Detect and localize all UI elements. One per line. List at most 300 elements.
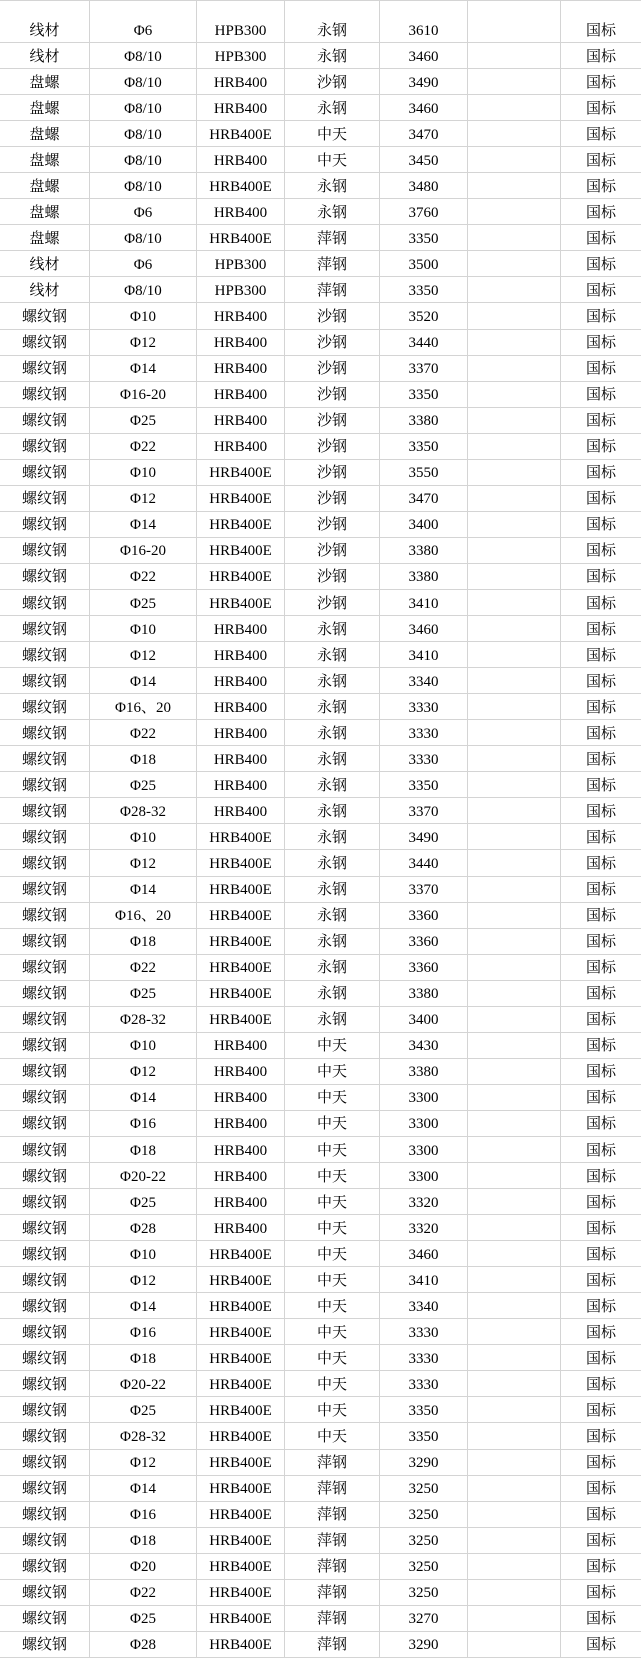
- cell-price[interactable]: 3340: [380, 668, 468, 693]
- cell-category[interactable]: 螺纹钢: [0, 1293, 90, 1318]
- cell-price[interactable]: 3330: [380, 1319, 468, 1344]
- cell-grade[interactable]: HRB400E: [197, 1476, 285, 1501]
- cell-grade[interactable]: HRB400E: [197, 225, 285, 250]
- cell-grade[interactable]: HRB400: [197, 720, 285, 745]
- cell-empty[interactable]: [468, 1397, 561, 1422]
- cell-mill[interactable]: 永钢: [285, 1, 380, 42]
- cell-empty[interactable]: [468, 1371, 561, 1396]
- cell-category[interactable]: 螺纹钢: [0, 1345, 90, 1370]
- cell-standard[interactable]: 国标: [585, 335, 616, 352]
- cell-grade[interactable]: HRB400: [197, 1085, 285, 1110]
- cell-price[interactable]: 3470: [380, 486, 468, 511]
- cell-standard[interactable]: 国标: [585, 413, 616, 430]
- cell-grade[interactable]: HPB300: [197, 43, 285, 68]
- cell-price[interactable]: 3380: [380, 408, 468, 433]
- cell-category[interactable]: 螺纹钢: [0, 720, 90, 745]
- cell-category[interactable]: 盘螺: [0, 147, 90, 172]
- cell-empty[interactable]: [468, 616, 561, 641]
- cell-price[interactable]: 3330: [380, 694, 468, 719]
- cell-spec[interactable]: Φ18: [90, 1528, 197, 1553]
- cell-grade[interactable]: HPB300: [197, 1, 285, 42]
- cell-standard[interactable]: 国标: [585, 204, 616, 221]
- cell-price[interactable]: 3430: [380, 1033, 468, 1058]
- cell-price[interactable]: 3350: [380, 434, 468, 459]
- cell-grade[interactable]: HRB400E: [197, 512, 285, 537]
- cell-price[interactable]: 3380: [380, 538, 468, 563]
- cell-grade[interactable]: HRB400: [197, 1033, 285, 1058]
- cell-grade[interactable]: HRB400: [197, 303, 285, 328]
- cell-empty[interactable]: [468, 1059, 561, 1084]
- cell-mill[interactable]: 永钢: [285, 616, 380, 641]
- cell-empty[interactable]: [468, 694, 561, 719]
- cell-mill[interactable]: 中天: [285, 1345, 380, 1370]
- cell-standard[interactable]: 国标: [585, 100, 616, 117]
- cell-grade[interactable]: HPB300: [197, 251, 285, 276]
- cell-price[interactable]: 3460: [380, 95, 468, 120]
- cell-empty[interactable]: [468, 903, 561, 928]
- cell-price[interactable]: 3300: [380, 1163, 468, 1188]
- cell-standard[interactable]: 国标: [585, 829, 616, 846]
- cell-spec[interactable]: Φ22: [90, 564, 197, 589]
- cell-spec[interactable]: Φ8/10: [90, 277, 197, 302]
- cell-mill[interactable]: 永钢: [285, 824, 380, 849]
- cell-empty[interactable]: [468, 1111, 561, 1136]
- cell-category[interactable]: 线材: [0, 43, 90, 68]
- cell-spec[interactable]: Φ14: [90, 356, 197, 381]
- cell-empty[interactable]: [468, 251, 561, 276]
- cell-mill[interactable]: 中天: [285, 1033, 380, 1058]
- cell-standard[interactable]: 国标: [585, 725, 616, 742]
- cell-standard[interactable]: 国标: [585, 1038, 616, 1055]
- cell-category[interactable]: 螺纹钢: [0, 1189, 90, 1214]
- cell-mill[interactable]: 中天: [285, 1163, 380, 1188]
- cell-standard[interactable]: 国标: [585, 1012, 616, 1029]
- cell-mill[interactable]: 萍钢: [285, 1580, 380, 1605]
- cell-price[interactable]: 3370: [380, 877, 468, 902]
- cell-category[interactable]: 螺纹钢: [0, 538, 90, 563]
- cell-category[interactable]: 螺纹钢: [0, 1476, 90, 1501]
- cell-mill[interactable]: 沙钢: [285, 486, 380, 511]
- cell-price[interactable]: 3270: [380, 1606, 468, 1631]
- cell-spec[interactable]: Φ8/10: [90, 43, 197, 68]
- cell-standard[interactable]: 国标: [585, 1507, 616, 1524]
- cell-grade[interactable]: HRB400: [197, 356, 285, 381]
- cell-spec[interactable]: Φ12: [90, 1059, 197, 1084]
- cell-category[interactable]: 盘螺: [0, 95, 90, 120]
- cell-standard[interactable]: 国标: [585, 1194, 616, 1211]
- cell-category[interactable]: 螺纹钢: [0, 460, 90, 485]
- cell-standard[interactable]: 国标: [585, 1298, 616, 1315]
- cell-mill[interactable]: 沙钢: [285, 356, 380, 381]
- cell-price[interactable]: 3350: [380, 772, 468, 797]
- cell-spec[interactable]: Φ16-20: [90, 538, 197, 563]
- cell-mill[interactable]: 中天: [285, 147, 380, 172]
- cell-category[interactable]: 螺纹钢: [0, 1163, 90, 1188]
- cell-empty[interactable]: [468, 1319, 561, 1344]
- cell-category[interactable]: 螺纹钢: [0, 850, 90, 875]
- cell-grade[interactable]: HRB400: [197, 408, 285, 433]
- cell-empty[interactable]: [468, 1189, 561, 1214]
- cell-mill[interactable]: 永钢: [285, 1007, 380, 1032]
- cell-spec[interactable]: Φ20-22: [90, 1163, 197, 1188]
- cell-empty[interactable]: [468, 121, 561, 146]
- cell-price[interactable]: 3410: [380, 590, 468, 615]
- cell-category[interactable]: 螺纹钢: [0, 356, 90, 381]
- cell-mill[interactable]: 永钢: [285, 720, 380, 745]
- cell-mill[interactable]: 永钢: [285, 43, 380, 68]
- cell-category[interactable]: 螺纹钢: [0, 694, 90, 719]
- cell-standard[interactable]: 国标: [585, 48, 616, 65]
- cell-standard[interactable]: 国标: [585, 803, 616, 820]
- cell-category[interactable]: 螺纹钢: [0, 330, 90, 355]
- cell-spec[interactable]: Φ8/10: [90, 95, 197, 120]
- cell-standard[interactable]: 国标: [585, 908, 616, 925]
- cell-price[interactable]: 3400: [380, 1007, 468, 1032]
- cell-mill[interactable]: 沙钢: [285, 460, 380, 485]
- cell-empty[interactable]: [468, 850, 561, 875]
- cell-standard[interactable]: 国标: [585, 1246, 616, 1263]
- cell-standard[interactable]: 国标: [585, 1272, 616, 1289]
- cell-standard[interactable]: 国标: [585, 856, 616, 872]
- cell-standard[interactable]: 国标: [585, 22, 616, 39]
- cell-standard[interactable]: 国标: [585, 126, 616, 143]
- cell-mill[interactable]: 永钢: [285, 668, 380, 693]
- cell-category[interactable]: 螺纹钢: [0, 929, 90, 954]
- cell-spec[interactable]: Φ28: [90, 1632, 197, 1657]
- cell-standard[interactable]: 国标: [585, 1168, 616, 1185]
- cell-spec[interactable]: Φ8/10: [90, 121, 197, 146]
- cell-standard[interactable]: 国标: [585, 491, 616, 508]
- cell-category[interactable]: 螺纹钢: [0, 1632, 90, 1657]
- cell-spec[interactable]: Φ22: [90, 720, 197, 745]
- cell-mill[interactable]: 沙钢: [285, 408, 380, 433]
- cell-category[interactable]: 螺纹钢: [0, 1502, 90, 1527]
- cell-category[interactable]: 盘螺: [0, 121, 90, 146]
- cell-price[interactable]: 3410: [380, 642, 468, 667]
- cell-mill[interactable]: 永钢: [285, 903, 380, 928]
- cell-price[interactable]: 3320: [380, 1215, 468, 1240]
- cell-standard[interactable]: 国标: [585, 1116, 616, 1133]
- cell-empty[interactable]: [468, 147, 561, 172]
- cell-spec[interactable]: Φ25: [90, 408, 197, 433]
- cell-price[interactable]: 3290: [380, 1450, 468, 1475]
- cell-empty[interactable]: [468, 955, 561, 980]
- cell-standard[interactable]: 国标: [585, 152, 616, 169]
- cell-category[interactable]: 螺纹钢: [0, 1319, 90, 1344]
- cell-mill[interactable]: 沙钢: [285, 382, 380, 407]
- cell-grade[interactable]: HRB400E: [197, 590, 285, 615]
- cell-grade[interactable]: HRB400: [197, 434, 285, 459]
- cell-grade[interactable]: HRB400E: [197, 1345, 285, 1370]
- cell-standard[interactable]: 国标: [585, 960, 616, 977]
- cell-empty[interactable]: [468, 330, 561, 355]
- cell-price[interactable]: 3330: [380, 746, 468, 771]
- cell-price[interactable]: 3760: [380, 199, 468, 224]
- cell-price[interactable]: 3350: [380, 1423, 468, 1448]
- cell-standard[interactable]: 国标: [585, 777, 616, 794]
- cell-mill[interactable]: 永钢: [285, 95, 380, 120]
- cell-spec[interactable]: Φ22: [90, 1580, 197, 1605]
- cell-grade[interactable]: HRB400E: [197, 877, 285, 902]
- cell-grade[interactable]: HRB400: [197, 694, 285, 719]
- cell-standard[interactable]: 国标: [585, 647, 616, 664]
- cell-category[interactable]: 螺纹钢: [0, 642, 90, 667]
- cell-price[interactable]: 3490: [380, 824, 468, 849]
- cell-grade[interactable]: HRB400: [197, 616, 285, 641]
- cell-grade[interactable]: HRB400: [197, 147, 285, 172]
- cell-grade[interactable]: HRB400E: [197, 1554, 285, 1579]
- cell-mill[interactable]: 萍钢: [285, 225, 380, 250]
- cell-grade[interactable]: HRB400E: [197, 1606, 285, 1631]
- cell-empty[interactable]: [468, 1033, 561, 1058]
- cell-mill[interactable]: 中天: [285, 1085, 380, 1110]
- cell-grade[interactable]: HRB400: [197, 69, 285, 94]
- cell-empty[interactable]: [468, 824, 561, 849]
- cell-mill[interactable]: 永钢: [285, 772, 380, 797]
- cell-mill[interactable]: 中天: [285, 1189, 380, 1214]
- cell-mill[interactable]: 萍钢: [285, 1554, 380, 1579]
- cell-spec[interactable]: Φ10: [90, 824, 197, 849]
- cell-standard[interactable]: 国标: [585, 595, 616, 612]
- cell-grade[interactable]: HRB400E: [197, 1528, 285, 1553]
- cell-empty[interactable]: [468, 512, 561, 537]
- cell-grade[interactable]: HRB400E: [197, 460, 285, 485]
- cell-grade[interactable]: HRB400E: [197, 1241, 285, 1266]
- cell-price[interactable]: 3250: [380, 1554, 468, 1579]
- cell-spec[interactable]: Φ14: [90, 1293, 197, 1318]
- cell-standard[interactable]: 国标: [585, 517, 616, 534]
- cell-spec[interactable]: Φ16、20: [90, 903, 197, 928]
- cell-price[interactable]: 3400: [380, 512, 468, 537]
- cell-mill[interactable]: 中天: [285, 1319, 380, 1344]
- cell-price[interactable]: 3480: [380, 173, 468, 198]
- cell-spec[interactable]: Φ25: [90, 981, 197, 1006]
- cell-grade[interactable]: HRB400E: [197, 929, 285, 954]
- cell-spec[interactable]: Φ18: [90, 746, 197, 771]
- cell-empty[interactable]: [468, 720, 561, 745]
- cell-spec[interactable]: Φ14: [90, 512, 197, 537]
- cell-spec[interactable]: Φ25: [90, 1397, 197, 1422]
- cell-price[interactable]: 3250: [380, 1502, 468, 1527]
- cell-category[interactable]: 螺纹钢: [0, 1059, 90, 1084]
- cell-standard[interactable]: 国标: [585, 256, 616, 273]
- cell-grade[interactable]: HRB400: [197, 642, 285, 667]
- cell-standard[interactable]: 国标: [585, 1481, 616, 1498]
- cell-price[interactable]: 3450: [380, 147, 468, 172]
- cell-mill[interactable]: 沙钢: [285, 538, 380, 563]
- cell-empty[interactable]: [468, 95, 561, 120]
- cell-spec[interactable]: Φ28-32: [90, 1007, 197, 1032]
- cell-mill[interactable]: 中天: [285, 1371, 380, 1396]
- cell-category[interactable]: 螺纹钢: [0, 1371, 90, 1396]
- cell-price[interactable]: 3470: [380, 121, 468, 146]
- cell-standard[interactable]: 国标: [585, 882, 616, 899]
- cell-category[interactable]: 螺纹钢: [0, 981, 90, 1006]
- cell-grade[interactable]: HRB400E: [197, 121, 285, 146]
- cell-spec[interactable]: Φ12: [90, 330, 197, 355]
- cell-mill[interactable]: 永钢: [285, 877, 380, 902]
- cell-spec[interactable]: Φ12: [90, 1450, 197, 1475]
- cell-spec[interactable]: Φ16: [90, 1111, 197, 1136]
- cell-category[interactable]: 螺纹钢: [0, 1137, 90, 1162]
- cell-spec[interactable]: Φ28: [90, 1215, 197, 1240]
- cell-mill[interactable]: 永钢: [285, 850, 380, 875]
- cell-price[interactable]: 3340: [380, 1293, 468, 1318]
- cell-mill[interactable]: 永钢: [285, 798, 380, 823]
- cell-empty[interactable]: [468, 1293, 561, 1318]
- cell-category[interactable]: 螺纹钢: [0, 1554, 90, 1579]
- cell-category[interactable]: 盘螺: [0, 69, 90, 94]
- cell-price[interactable]: 3380: [380, 981, 468, 1006]
- cell-category[interactable]: 螺纹钢: [0, 1267, 90, 1292]
- cell-category[interactable]: 螺纹钢: [0, 903, 90, 928]
- cell-grade[interactable]: HRB400E: [197, 486, 285, 511]
- cell-standard[interactable]: 国标: [585, 1350, 616, 1367]
- cell-empty[interactable]: [468, 642, 561, 667]
- cell-standard[interactable]: 国标: [585, 361, 616, 378]
- cell-mill[interactable]: 中天: [285, 1293, 380, 1318]
- cell-grade[interactable]: HRB400E: [197, 1267, 285, 1292]
- cell-category[interactable]: 盘螺: [0, 199, 90, 224]
- cell-empty[interactable]: [468, 199, 561, 224]
- cell-grade[interactable]: HRB400E: [197, 981, 285, 1006]
- cell-grade[interactable]: HRB400: [197, 1059, 285, 1084]
- cell-grade[interactable]: HRB400: [197, 746, 285, 771]
- cell-empty[interactable]: [468, 1137, 561, 1162]
- cell-standard[interactable]: 国标: [585, 387, 616, 404]
- cell-mill[interactable]: 永钢: [285, 173, 380, 198]
- cell-price[interactable]: 3550: [380, 460, 468, 485]
- cell-category[interactable]: 螺纹钢: [0, 1450, 90, 1475]
- cell-standard[interactable]: 国标: [585, 699, 616, 716]
- cell-spec[interactable]: Φ8/10: [90, 147, 197, 172]
- cell-price[interactable]: 3370: [380, 798, 468, 823]
- cell-price[interactable]: 3350: [380, 225, 468, 250]
- cell-mill[interactable]: 永钢: [285, 981, 380, 1006]
- cell-empty[interactable]: [468, 1450, 561, 1475]
- cell-price[interactable]: 3370: [380, 356, 468, 381]
- cell-grade[interactable]: HRB400: [197, 199, 285, 224]
- cell-mill[interactable]: 沙钢: [285, 330, 380, 355]
- cell-empty[interactable]: [468, 1580, 561, 1605]
- cell-spec[interactable]: Φ18: [90, 1345, 197, 1370]
- cell-empty[interactable]: [468, 798, 561, 823]
- cell-spec[interactable]: Φ18: [90, 929, 197, 954]
- cell-category[interactable]: 螺纹钢: [0, 955, 90, 980]
- cell-empty[interactable]: [468, 1528, 561, 1553]
- cell-spec[interactable]: Φ14: [90, 1085, 197, 1110]
- cell-empty[interactable]: [468, 538, 561, 563]
- cell-spec[interactable]: Φ28-32: [90, 798, 197, 823]
- cell-price[interactable]: 3250: [380, 1528, 468, 1553]
- cell-grade[interactable]: HRB400: [197, 1215, 285, 1240]
- cell-mill[interactable]: 萍钢: [285, 1606, 380, 1631]
- cell-mill[interactable]: 沙钢: [285, 434, 380, 459]
- cell-mill[interactable]: 沙钢: [285, 512, 380, 537]
- cell-standard[interactable]: 国标: [585, 934, 616, 951]
- cell-standard[interactable]: 国标: [585, 1064, 616, 1081]
- cell-standard[interactable]: 国标: [585, 673, 616, 690]
- cell-empty[interactable]: [468, 408, 561, 433]
- cell-mill[interactable]: 中天: [285, 121, 380, 146]
- cell-mill[interactable]: 萍钢: [285, 1528, 380, 1553]
- cell-price[interactable]: 3460: [380, 43, 468, 68]
- cell-grade[interactable]: HRB400E: [197, 824, 285, 849]
- cell-spec[interactable]: Φ16: [90, 1319, 197, 1344]
- cell-price[interactable]: 3500: [380, 251, 468, 276]
- cell-spec[interactable]: Φ20-22: [90, 1371, 197, 1396]
- cell-mill[interactable]: 中天: [285, 1137, 380, 1162]
- cell-empty[interactable]: [468, 486, 561, 511]
- cell-price[interactable]: 3300: [380, 1137, 468, 1162]
- cell-empty[interactable]: [468, 772, 561, 797]
- cell-empty[interactable]: [468, 1502, 561, 1527]
- cell-price[interactable]: 3350: [380, 1397, 468, 1422]
- cell-category[interactable]: 螺纹钢: [0, 616, 90, 641]
- cell-empty[interactable]: [468, 460, 561, 485]
- cell-mill[interactable]: 萍钢: [285, 1450, 380, 1475]
- cell-grade[interactable]: HRB400E: [197, 538, 285, 563]
- cell-standard[interactable]: 国标: [585, 1585, 616, 1602]
- cell-empty[interactable]: [468, 69, 561, 94]
- cell-category[interactable]: 螺纹钢: [0, 1580, 90, 1605]
- cell-empty[interactable]: [468, 303, 561, 328]
- cell-grade[interactable]: HRB400E: [197, 1450, 285, 1475]
- cell-spec[interactable]: Φ10: [90, 303, 197, 328]
- cell-standard[interactable]: 国标: [585, 621, 616, 638]
- cell-empty[interactable]: [468, 382, 561, 407]
- cell-empty[interactable]: [468, 1267, 561, 1292]
- cell-grade[interactable]: HRB400E: [197, 903, 285, 928]
- cell-grade[interactable]: HRB400E: [197, 955, 285, 980]
- cell-price[interactable]: 3380: [380, 1059, 468, 1084]
- cell-price[interactable]: 3360: [380, 903, 468, 928]
- cell-empty[interactable]: [468, 1, 561, 42]
- cell-category[interactable]: 螺纹钢: [0, 1397, 90, 1422]
- cell-spec[interactable]: Φ14: [90, 668, 197, 693]
- cell-mill[interactable]: 沙钢: [285, 69, 380, 94]
- cell-mill[interactable]: 萍钢: [285, 251, 380, 276]
- cell-grade[interactable]: HRB400E: [197, 564, 285, 589]
- cell-spec[interactable]: Φ12: [90, 1267, 197, 1292]
- cell-grade[interactable]: HRB400: [197, 798, 285, 823]
- cell-standard[interactable]: 国标: [585, 1429, 616, 1446]
- cell-spec[interactable]: Φ16: [90, 1502, 197, 1527]
- cell-empty[interactable]: [468, 1423, 561, 1448]
- cell-grade[interactable]: HRB400E: [197, 1319, 285, 1344]
- cell-empty[interactable]: [468, 981, 561, 1006]
- cell-category[interactable]: 盘螺: [0, 225, 90, 250]
- cell-mill[interactable]: 萍钢: [285, 1502, 380, 1527]
- cell-mill[interactable]: 中天: [285, 1267, 380, 1292]
- cell-category[interactable]: 螺纹钢: [0, 512, 90, 537]
- cell-grade[interactable]: HRB400E: [197, 1371, 285, 1396]
- cell-standard[interactable]: 国标: [585, 465, 616, 482]
- cell-category[interactable]: 螺纹钢: [0, 1033, 90, 1058]
- cell-spec[interactable]: Φ10: [90, 1241, 197, 1266]
- cell-price[interactable]: 3290: [380, 1632, 468, 1657]
- cell-spec[interactable]: Φ6: [90, 199, 197, 224]
- cell-standard[interactable]: 国标: [585, 1559, 616, 1576]
- cell-empty[interactable]: [468, 434, 561, 459]
- cell-empty[interactable]: [468, 1606, 561, 1631]
- cell-category[interactable]: 螺纹钢: [0, 746, 90, 771]
- cell-mill[interactable]: 永钢: [285, 955, 380, 980]
- cell-category[interactable]: 螺纹钢: [0, 772, 90, 797]
- cell-category[interactable]: 螺纹钢: [0, 877, 90, 902]
- cell-category[interactable]: 线材: [0, 1, 90, 42]
- cell-empty[interactable]: [468, 564, 561, 589]
